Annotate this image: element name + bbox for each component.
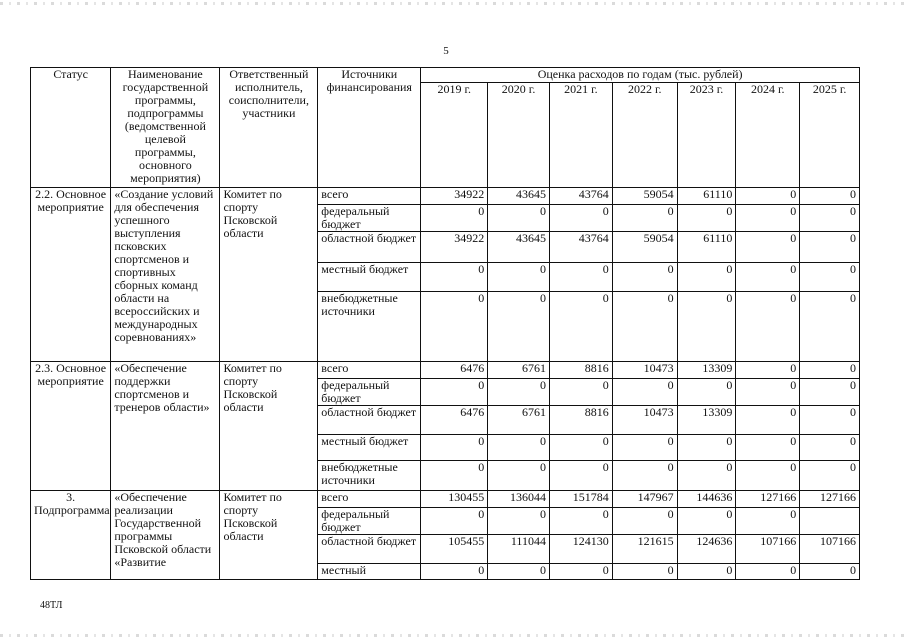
value-cell: 0 — [612, 379, 677, 406]
value-cell: 0 — [736, 263, 800, 292]
value-cell: 0 — [488, 292, 550, 362]
value-cell: 0 — [549, 292, 612, 362]
row-source: федеральный бюджет — [318, 508, 421, 535]
value-cell: 0 — [549, 205, 612, 232]
value-cell: 0 — [488, 263, 550, 292]
row-executor: Комитет по спорту Псковской области — [220, 491, 318, 580]
header-sources: Источники финансирования — [318, 68, 421, 188]
value-cell: 0 — [800, 564, 860, 580]
value-cell: 0 — [800, 461, 860, 491]
row-source: местный бюджет — [318, 263, 421, 292]
value-cell: 147967 — [612, 491, 677, 508]
value-cell: 0 — [488, 508, 550, 535]
value-cell: 0 — [800, 292, 860, 362]
header-year: 2023 г. — [677, 83, 736, 188]
value-cell: 0 — [736, 205, 800, 232]
value-cell: 0 — [800, 362, 860, 379]
row-source: федеральный бюджет — [318, 205, 421, 232]
value-cell: 0 — [549, 263, 612, 292]
value-cell: 43645 — [488, 232, 550, 263]
row-name: «Обеспечение реализации Государственной программы Псковской области «Развитие — [111, 491, 220, 580]
value-cell: 0 — [736, 564, 800, 580]
header-executor: Ответственный исполнитель, соисполнители, участники — [220, 68, 318, 188]
row-source: местный бюджет — [318, 435, 421, 461]
value-cell: 0 — [612, 564, 677, 580]
value-cell: 0 — [488, 564, 550, 580]
value-cell: 61110 — [677, 232, 736, 263]
scan-artifact-top — [0, 2, 905, 5]
value-cell: 6761 — [488, 406, 550, 435]
value-cell: 0 — [800, 406, 860, 435]
row-source: всего — [318, 362, 421, 379]
row-name: «Создание условий для обеспечения успешного выступления псковских спортсменов и спортивных сборных команд области на всероссийских и международных соревнованиях» — [111, 188, 220, 362]
value-cell: 0 — [549, 508, 612, 535]
table-body — [31, 188, 860, 580]
value-cell: 0 — [800, 188, 860, 205]
value-cell: 151784 — [549, 491, 612, 508]
row-source: областной бюджет — [318, 535, 421, 564]
value-cell: 107166 — [800, 535, 860, 564]
value-cell: 0 — [677, 435, 736, 461]
value-cell: 43764 — [549, 232, 612, 263]
header-year: 2025 г. — [800, 83, 860, 188]
value-cell — [800, 508, 860, 535]
value-cell: 0 — [488, 435, 550, 461]
value-cell: 0 — [488, 379, 550, 406]
scan-artifact-bottom — [0, 634, 905, 637]
value-cell: 0 — [488, 461, 550, 491]
value-cell: 0 — [677, 263, 736, 292]
value-cell: 0 — [677, 379, 736, 406]
value-cell: 43764 — [549, 188, 612, 205]
budget-table — [30, 67, 860, 580]
value-cell: 59054 — [612, 232, 677, 263]
value-cell: 127166 — [736, 491, 800, 508]
value-cell: 0 — [421, 205, 488, 232]
value-cell: 0 — [488, 205, 550, 232]
value-cell: 0 — [421, 435, 488, 461]
value-cell: 0 — [612, 508, 677, 535]
value-cell: 10473 — [612, 362, 677, 379]
value-cell: 144636 — [677, 491, 736, 508]
header-year: 2021 г. — [549, 83, 612, 188]
value-cell: 10473 — [612, 406, 677, 435]
value-cell: 0 — [421, 263, 488, 292]
value-cell: 0 — [800, 263, 860, 292]
row-source: внебюджетные источники — [318, 292, 421, 362]
value-cell: 0 — [736, 379, 800, 406]
row-status: 2.2. Основное мероприятие — [31, 188, 111, 362]
row-source: всего — [318, 188, 421, 205]
header-year: 2022 г. — [612, 83, 677, 188]
value-cell: 0 — [800, 205, 860, 232]
row-source: областной бюджет — [318, 232, 421, 263]
row-source: местный — [318, 564, 421, 580]
value-cell: 8816 — [549, 362, 612, 379]
value-cell: 0 — [612, 461, 677, 491]
value-cell: 0 — [800, 232, 860, 263]
value-cell: 127166 — [800, 491, 860, 508]
value-cell: 59054 — [612, 188, 677, 205]
value-cell: 0 — [736, 508, 800, 535]
value-cell: 6476 — [421, 362, 488, 379]
footer-code: 48ТЛ — [40, 600, 63, 611]
value-cell: 0 — [736, 406, 800, 435]
row-status: 2.3. Основное мероприятие — [31, 362, 111, 491]
value-cell: 130455 — [421, 491, 488, 508]
header-estimate: Оценка расходов по годам (тыс. рублей) — [421, 68, 860, 83]
value-cell: 13309 — [677, 406, 736, 435]
value-cell: 0 — [736, 188, 800, 205]
value-cell: 0 — [677, 461, 736, 491]
value-cell: 0 — [421, 379, 488, 406]
table-row — [31, 188, 860, 205]
value-cell: 107166 — [736, 535, 800, 564]
value-cell: 8816 — [549, 406, 612, 435]
value-cell: 6761 — [488, 362, 550, 379]
value-cell: 13309 — [677, 362, 736, 379]
value-cell: 0 — [677, 205, 736, 232]
value-cell: 0 — [549, 564, 612, 580]
value-cell: 111044 — [488, 535, 550, 564]
page-number: 5 — [443, 45, 449, 57]
value-cell: 136044 — [488, 491, 550, 508]
table-row — [31, 362, 860, 379]
row-source: областной бюджет — [318, 406, 421, 435]
header-name: Наименование государственной программы, подпрограммы (ведомственной целевой программы, основного мероприятия) — [111, 68, 220, 188]
value-cell: 34922 — [421, 188, 488, 205]
row-executor: Комитет по спорту Псковской области — [220, 188, 318, 362]
value-cell: 0 — [421, 461, 488, 491]
value-cell: 121615 — [612, 535, 677, 564]
row-executor: Комитет по спорту Псковской области — [220, 362, 318, 491]
value-cell: 43645 — [488, 188, 550, 205]
row-source: федеральный бюджет — [318, 379, 421, 406]
value-cell: 34922 — [421, 232, 488, 263]
header-year: 2024 г. — [736, 83, 800, 188]
value-cell: 6476 — [421, 406, 488, 435]
row-source: внебюджетные источники — [318, 461, 421, 491]
value-cell: 124130 — [549, 535, 612, 564]
value-cell: 0 — [736, 232, 800, 263]
value-cell: 105455 — [421, 535, 488, 564]
value-cell: 61110 — [677, 188, 736, 205]
value-cell: 0 — [612, 205, 677, 232]
value-cell: 0 — [549, 379, 612, 406]
value-cell: 0 — [612, 435, 677, 461]
value-cell: 124636 — [677, 535, 736, 564]
value-cell: 0 — [421, 564, 488, 580]
header-year: 2020 г. — [488, 83, 550, 188]
row-source: всего — [318, 491, 421, 508]
value-cell: 0 — [677, 292, 736, 362]
row-name: «Обеспечение поддержки спортсменов и тренеров области» — [111, 362, 220, 491]
value-cell: 0 — [612, 263, 677, 292]
value-cell: 0 — [421, 292, 488, 362]
value-cell: 0 — [612, 292, 677, 362]
header-year: 2019 г. — [421, 83, 488, 188]
value-cell: 0 — [549, 461, 612, 491]
value-cell: 0 — [549, 435, 612, 461]
value-cell: 0 — [736, 292, 800, 362]
value-cell: 0 — [736, 461, 800, 491]
value-cell: 0 — [677, 564, 736, 580]
value-cell: 0 — [736, 362, 800, 379]
value-cell: 0 — [736, 435, 800, 461]
value-cell: 0 — [421, 508, 488, 535]
value-cell: 0 — [800, 379, 860, 406]
header-status: Статус — [31, 68, 111, 188]
value-cell: 0 — [677, 508, 736, 535]
table-row — [31, 491, 860, 508]
value-cell: 0 — [800, 435, 860, 461]
row-status: 3. Подпрограмма — [31, 491, 111, 580]
